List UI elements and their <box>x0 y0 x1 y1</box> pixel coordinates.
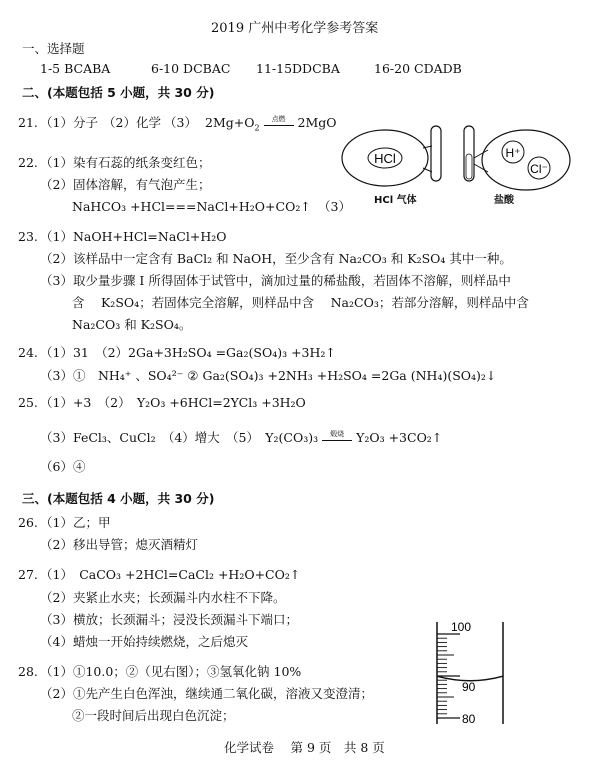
q25-line2-left: （3）FeCl₃、CuCl₂ （4）增大 （5） Y₂(CO₃)₃ <box>40 430 319 445</box>
section-heading-choice: 一、选择题 <box>22 41 85 56</box>
q21-part2: （2）化学 <box>103 115 161 130</box>
reaction-condition: 点燃 <box>271 114 286 123</box>
question-number-25: 25. <box>18 395 38 410</box>
question-number-21: 21. <box>18 115 38 130</box>
tick-label-80: 80 <box>462 712 476 726</box>
q21-part3-label: （3） <box>164 115 197 130</box>
tick-label-90: 90 <box>462 680 476 694</box>
q28-line1: （1）①10.0；②（见右图）；③氢氧化钠 10% <box>40 664 302 679</box>
hydrogen-ion-label: H⁺ <box>505 146 521 160</box>
choice-answers-1-5: 1-5 BCABA <box>40 61 111 76</box>
q27-line3: （3）横放；长颈漏斗；浸没长颈漏斗下端口； <box>40 612 298 627</box>
q27-line4: （4）蜡烛一开始持续燃烧，之后熄灭 <box>40 634 248 649</box>
choice-answers-11-15: 11-15DDCBA <box>256 61 340 76</box>
q21-part1: （1）分子 <box>40 115 98 130</box>
q23-line3: （3）取少量步骤 Ⅰ 所得固体于试管中，滴加过量的稀盐酸，若固体不溶解，则样品中 <box>40 273 511 288</box>
q22-line2: （2）固体溶解，有气泡产生； <box>40 177 211 192</box>
question-number-22: 22. <box>18 155 38 170</box>
graduated-cylinder <box>420 618 520 728</box>
question-number-24: 24. <box>18 345 38 360</box>
hydrochloric-acid-bubble <box>482 130 570 190</box>
tick-label-100: 100 <box>451 620 472 634</box>
q24-line1: （1）31 （2）2Ga+3H₂SO₄ =Ga₂(SO₄)₃ +3H₂↑ <box>40 345 336 360</box>
hcl-molecule-label: HCl <box>374 151 396 166</box>
q25-line2-right: Y₂O₃ +3CO₂↑ <box>356 430 443 445</box>
q23-line1: （1）NaOH+HCl=NaCl+H₂O <box>40 229 227 244</box>
q25-line3: （6）④ <box>40 459 86 474</box>
diagram-caption-hcl-gas: HCl 气体 <box>374 195 417 206</box>
question-number-23: 23. <box>18 229 38 244</box>
section-heading-2: 二、(本题包括 5 小题，共 30 分) <box>22 85 215 100</box>
acid-liquid <box>466 154 472 179</box>
section-heading-3: 三、(本题包括 4 小题，共 30 分) <box>22 491 215 506</box>
q23-line2: （2）该样品中一定含有 BaCl₂ 和 NaOH，至少含有 Na₂CO₃ 和 K₂SO₄ 其中一种。 <box>40 251 512 266</box>
q26-line2: （2）移出导管；熄灭酒精灯 <box>40 537 198 552</box>
q26-line1: （1）乙；甲 <box>40 515 111 530</box>
calcination-condition: 煅烧 <box>330 429 345 438</box>
q24-line2: （3）① NH₄⁺ 、SO₄²⁻ ② Ga₂(SO₄)₃ +2NH₃ +H₂SO₄ =2Ga (NH₄)(SO₄)₂↓ <box>40 368 497 383</box>
q21-equation-left: 2Mg+O <box>205 115 255 130</box>
question-number-28: 28. <box>18 664 38 679</box>
q28-line3: ②一段时间后出现白色沉淀； <box>72 708 235 723</box>
reaction-arrow <box>264 114 294 129</box>
q25-line2 <box>40 429 443 445</box>
q27-line2: （2）夹紧止水夹；长颈漏斗内水柱不下降。 <box>40 590 286 605</box>
chloride-ion-label: Cl⁻ <box>530 162 548 176</box>
page-title: 2019 广州中考化学参考答案 <box>211 21 379 36</box>
pointer-lines-2 <box>474 150 488 172</box>
page-footer: 化学试卷 第 9 页 共 8 页 <box>224 740 385 755</box>
q21-equation: $2Mg+O_2$ 点燃 2MgO <box>205 114 337 133</box>
q25-line1: （1）+3 （2） Y₂O₃ +6HCl=2YCl₃ +3H₂O <box>40 395 306 410</box>
question-number-27: 27. <box>18 567 38 582</box>
diagram-caption-hydrochloric-acid: 盐酸 <box>494 195 514 206</box>
choice-answers-16-20: 16-20 CDADB <box>374 61 462 76</box>
q27-line1: （1） CaCO₃ +2HCl=CaCl₂ +H₂O+CO₂↑ <box>40 567 301 582</box>
choice-answers-6-10: 6-10 DCBAC <box>151 61 231 76</box>
q21-equation-right: 2MgO <box>297 115 337 130</box>
calcination-arrow <box>322 429 352 444</box>
q22-part3-label: （3） <box>318 199 351 214</box>
question-number-26: 26. <box>18 515 38 530</box>
q28-line2: （2）①先产生白色浑浊，继续通二氧化碳，溶液又变澄清； <box>40 686 373 701</box>
q23-line5: Na₂CO₃ 和 K₂SO₄。 <box>72 317 192 332</box>
q22-line1: （1）染有石蕊的纸条变红色； <box>40 155 211 170</box>
q22-equation: NaHCO₃ +HCl===NaCl+H₂O+CO₂↑ <box>72 199 311 214</box>
test-tube-2 <box>464 126 474 181</box>
q23-line4: 含 K₂SO₄；若固体完全溶解，则样品中含 Na₂CO₃；若部分溶解，则样品中含 <box>72 295 529 310</box>
test-tube-1 <box>431 126 441 181</box>
